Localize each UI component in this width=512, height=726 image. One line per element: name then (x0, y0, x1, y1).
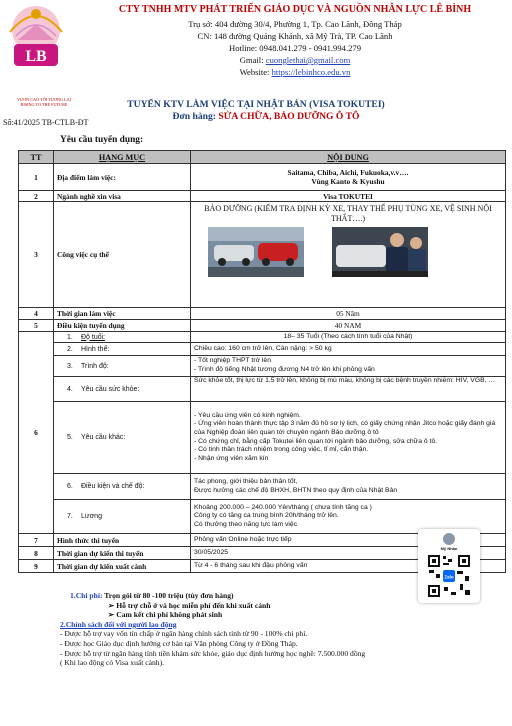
row-item: Thời gian dự kiến xuất cảnh (54, 560, 191, 573)
sub-content-line: Có thưởng theo năng lực làm việc (194, 520, 298, 528)
cost-label: 1.Chi phí: (70, 591, 103, 600)
sub-content-line: - Yêu cầu ứng viên có kinh nghiệm. (194, 411, 301, 419)
sub-label (54, 332, 191, 343)
row-content: Từ 4 - 6 tháng sau khi đậu phỏng vấn (191, 560, 506, 573)
website-link[interactable]: https://lebinhco.edu.vn (271, 67, 351, 77)
table-header-row (19, 151, 506, 164)
sub-content-line: - Ứng viên hoàn thành thực tập 3 năm đủ hồ sơ lý lịch, có giấy chứng nhận Jitco hoặc giấy đánh giá của Nghiệp đoàn liên quan tới chuyên ngành Bảo dưỡng ô tô (194, 420, 496, 436)
sub-label (54, 500, 191, 534)
requirements-heading: Yêu cầu tuyển dụng: (60, 135, 144, 145)
policy-heading: 2.Chính sách đối với người lao động (60, 619, 177, 629)
arrow-icon: ➢ (108, 610, 117, 620)
sub-label-text: Trình độ: (81, 362, 109, 370)
sub-label (54, 402, 191, 474)
bullet-1-text: Hỗ trợ chỗ ở và học miễn phí đến khi xuất cảnh (116, 600, 271, 610)
location-line-1: Saitama, Chiba, Aichi, Fukuoka,v.v…. (287, 168, 409, 177)
policy-line: - Được học Giáo dục định hướng cơ bản tại Văn phòng Công ty ở Đồng Tháp. (60, 638, 298, 648)
sub-content-line: - Tốt nghiệp THPT trở lên (194, 357, 271, 365)
order-label: Đơn hàng: (172, 111, 219, 122)
job-description: BẢO DƯỠNG (KIỂM TRA ĐỊNH KỲ XE, THAY THẾ PHỤ TÙNG XE, VỆ SINH NỘI THẤT….) (204, 204, 492, 223)
branch-address: CN: 148 đường Quảng Khánh, xã Mỹ Trà, TP. Cao Lãnh (197, 31, 393, 41)
qr-name: Mỹ Nhân (440, 546, 458, 551)
sub-content: Chiều cao: 160 cm trở lên, Cân nặng: > 50 kg (191, 343, 506, 356)
row-item: Thời gian làm việc (54, 308, 191, 320)
row-item: Địa điểm làm việc: (54, 164, 191, 191)
table-row (19, 332, 506, 343)
row-item: Hình thức thi tuyển (54, 534, 191, 547)
table-row (19, 164, 506, 191)
sub-number: 7. (67, 513, 73, 520)
slogan-line-1: VƯƠN CAO TỚI TƯƠNG LAI (16, 97, 72, 102)
sub-number: 4. (67, 385, 73, 393)
sub-number: 1. (67, 333, 73, 341)
row-item: Thời gian dự kiến thi tuyển (54, 547, 191, 560)
sub-content: 18– 35 Tuổi (Theo cách tính tuổi của Nhật) (191, 332, 506, 343)
row-number: 6 (19, 332, 54, 534)
row-item: Ngành nghề xin visa (54, 191, 191, 202)
location-line-2: Vùng Kanto & Kyushu (311, 177, 385, 186)
email-row (80, 54, 510, 66)
sub-label-text: Yêu cầu sức khỏe: (81, 385, 140, 393)
sub-content-line: Công ty có tăng ca trung bình 20h/tháng trở lên. (194, 512, 339, 520)
row-number: 3 (19, 202, 54, 308)
company-logo (0, 0, 72, 80)
row-number: 7 (19, 534, 54, 547)
logo-text: LB (25, 48, 47, 65)
row-number: 1 (19, 164, 54, 191)
sub-label (54, 474, 191, 500)
row-number: 2 (19, 191, 54, 202)
slogan-line-2: RISING TO THE FUTURE (20, 102, 68, 107)
row-item: Công việc cụ thể (54, 202, 191, 308)
sub-content-line: - Trình độ tiếng Nhật tương đương N4 trở lên khi phỏng vấn (194, 366, 375, 373)
row-number: 5 (19, 320, 54, 332)
row-number: 4 (19, 308, 54, 320)
table-row (19, 191, 506, 202)
sub-content-line: Khoảng 200.000 – 240.000 Yên/tháng ( chưa tính tăng ca ) (194, 503, 372, 511)
bullet-1 (70, 601, 500, 611)
row-content: Phỏng vấn Online hoặc trực tiếp (191, 534, 506, 547)
document-number: Số:41/2025 TB-CTLB-ĐT (3, 118, 89, 127)
order-value: SỬA CHỮA, BẢO DƯỠNG Ô TÔ (218, 111, 360, 122)
policy-line: ( Khi lao động có Visa xuất cảnh). (60, 658, 165, 668)
sub-label-text: Lương (81, 513, 102, 520)
header-tt: TT (19, 151, 54, 164)
row-content (191, 202, 506, 308)
sub-label-text: Hình thể: (81, 345, 110, 353)
table-row (19, 320, 506, 332)
table-row (19, 202, 506, 308)
header-content: NỘI DUNG (191, 151, 506, 164)
row-content: 40 NAM (191, 320, 506, 332)
sub-label (54, 356, 191, 377)
row-content: 30/05/2025 (191, 547, 506, 560)
sub-number: 6. (67, 483, 73, 490)
policy-line: - Được hỗ trợ từ ngân hàng tính tiền khám sức khỏe, giáo dục định hướng học nghề: 7.500.000 đồng (60, 648, 366, 658)
sub-label-text: Điều kiện và chế độ: (81, 483, 145, 490)
sub-content-line: Được hưởng các chế độ BHXH, BHTN theo quy định của Nhật Bản (194, 486, 398, 494)
policy-line: - Được hỗ trợ vay vốn tín chấp ở ngân hàng chính sách tỉnh từ 90 - 100% chi phí. (60, 629, 308, 639)
row-item: Điều kiện tuyển dụng (54, 320, 191, 332)
company-name: CTY TNHH MTV PHÁT TRIỂN GIÁO DỤC VÀ NGUỒN NHÂN LỰC LÊ BÌNH (118, 4, 472, 15)
sub-content (191, 402, 506, 474)
sub-content-line: - Có chứng chỉ, bằng cấp Tokutei liên quan tới ngành bảo dưỡng, sửa chữa ô tô. (194, 437, 438, 445)
bullet-2-text: Cam kết chi phí không phát sinh (116, 610, 223, 620)
car-factory-photo (208, 227, 304, 277)
table-row (19, 343, 506, 356)
row-number: 8 (19, 547, 54, 560)
table-row (19, 377, 506, 402)
table-row (19, 402, 506, 474)
row-content: Visa TOKUTEI (191, 191, 506, 202)
cost-line (70, 591, 500, 601)
requirements-table (18, 150, 506, 573)
avatar (443, 533, 455, 545)
sub-number: 2. (67, 345, 73, 353)
website-label: Website: (239, 67, 272, 77)
sub-content-line: Tác phong, giới thiệu bản thân tốt, (194, 477, 298, 485)
notes-section (60, 591, 500, 668)
sub-content-line: - Nhận ứng viên xăm kín (194, 454, 269, 462)
bullet-2 (70, 610, 500, 620)
sub-content (191, 474, 506, 500)
page-title: TUYỂN KTV LÀM VIỆC TẠI NHẬT BẢN (VISA TOKUTEI) (127, 99, 385, 110)
sub-label-text: Độ tuổi: (81, 333, 106, 341)
row-content: 05 Năm (191, 308, 506, 320)
sub-content: Sức khỏe tốt, thị lực từ 1.5 trở lên, không bị mù màu, không bị các bệnh truyền nhiễm: HIV, VGB, … (191, 377, 506, 402)
row-number: 9 (19, 560, 54, 573)
header-item: HẠNG MỤC (54, 151, 191, 164)
hotline: Hotline: 0948.041.279 - 0941.994.279 (228, 43, 361, 53)
mechanic-photo (332, 227, 428, 277)
row-content (191, 164, 506, 191)
zalo-logo-text: Zalo (444, 574, 454, 580)
table-row (19, 474, 506, 500)
sub-label (54, 377, 191, 402)
sub-number: 3. (67, 362, 73, 370)
sub-label (54, 343, 191, 356)
table-row (19, 308, 506, 320)
sub-number: 5. (67, 434, 73, 441)
website-row (80, 66, 510, 78)
email-label: Gmail: (239, 55, 266, 65)
cost-text: Trọn gói từ 80 -100 triệu (tùy đơn hàng) (102, 591, 234, 600)
sub-content-line: - Có tinh thần trách nhiệm trong công việc, tỉ mỉ, cẩn thận. (194, 446, 369, 454)
hq-address: Trụ sở: 404 đường 30/4, Phường 1, Tp. Cao Lãnh, Đồng Tháp (188, 19, 402, 29)
table-row (19, 356, 506, 377)
arrow-icon: ➢ (108, 600, 117, 610)
email-link[interactable]: cuonglethai@gmail.com (265, 55, 351, 65)
sub-content (191, 356, 506, 377)
sub-label-text: Yêu cầu khác: (81, 434, 126, 441)
